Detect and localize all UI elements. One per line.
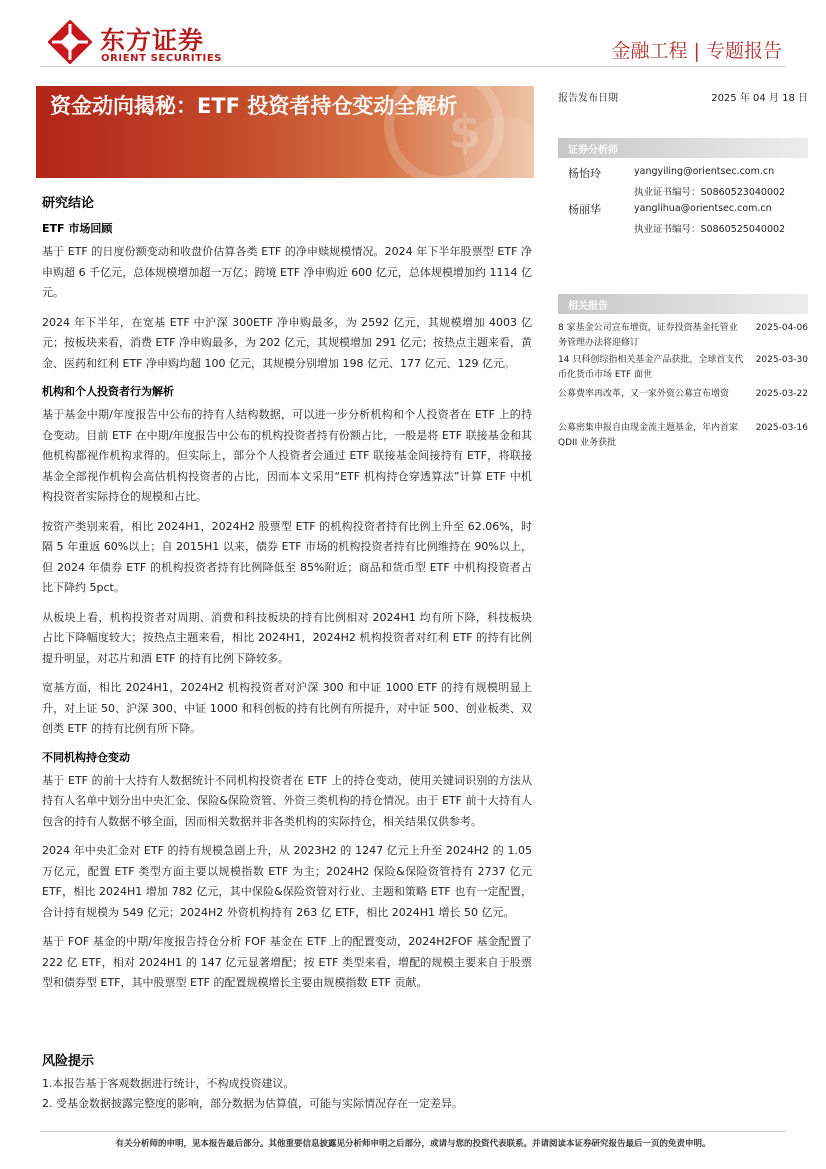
logo-mark-icon xyxy=(48,20,92,64)
related-report-item[interactable] xyxy=(558,387,808,402)
research-conclusions xyxy=(42,192,532,1003)
related-report-date: 2025-03-30 xyxy=(755,355,808,365)
report-category: 金融工程 | 专题报告 xyxy=(611,40,782,62)
related-report-title: 公募密集申报自由现金流主题基金，年内首家 QDII 业务获批 xyxy=(558,423,739,448)
analyst-license: 执业证书编号：S0860523040002 xyxy=(634,187,786,198)
related-report-date: 2025-03-16 xyxy=(755,423,808,433)
analysts-section-bar xyxy=(558,138,808,158)
subsection-title: 机构和个人投资者行为解析 xyxy=(42,385,174,398)
analysts-section-label: 证券分析师 xyxy=(568,145,618,156)
paragraph: 宽基方面，相比 2024H1，2024H2 机构投资者对沪深 300 和中证 1000 ETF 的持有规模明显上升，对上证 50、沪深 300、中证 1000 和科创板的持有比例有所提升，对中证 500、创业板类、双创类 ETF 的持有比例有所下降。 xyxy=(42,681,532,735)
analyst-name: 杨怡玲 xyxy=(568,167,601,180)
analyst-license: 执业证书编号：S0860525040002 xyxy=(634,224,786,235)
company-logo xyxy=(48,18,228,68)
report-date xyxy=(558,89,808,104)
header-divider xyxy=(40,66,786,67)
risk-item: 2. 受基金数据披露完整度的影响，部分数据为估算值，可能与实际情况存在一定差异。 xyxy=(42,1097,463,1110)
analyst-name: 杨丽华 xyxy=(568,203,601,216)
logo-name-en: ORIENT SECURITIES xyxy=(101,53,223,64)
related-report-title: 8 家基金公司宣布增资，证券投资基金托管业务管理办法将迎修订 xyxy=(558,323,738,348)
svg-text:$: $ xyxy=(449,105,482,159)
title-banner xyxy=(36,86,534,178)
paragraph: 基于 ETF 的前十大持有人数据统计不同机构投资者在 ETF 上的持仓变动，使用关键词识别的方法从持有人名单中划分出中央汇金、保险&保险资管、外资三类机构的持仓情况。由于 ETF 前十大持有人包含的持有人数据不够全面，因而相关数据并非各类机构的实际持仓，相关结果仅供参考。 xyxy=(42,773,532,828)
risk-heading: 风险提示 xyxy=(42,1054,95,1069)
related-report-title: 14 只科创综指相关基金产品获批，全球首支代币化货币市场 ETF 面世 xyxy=(558,355,744,380)
related-section-label: 相关报告 xyxy=(568,301,608,312)
paragraph: 按资产类别来看，相比 2024H1，2024H2 股票型 ETF 的机构投资者持有比例上升至 62.06%，时隔 5 年重返 60%以上；自 2015H1 以来，债券 ETF 市场的机构投资者持有比例维持在 90%以上，但 2024 年债券 ETF 的机构投资者持有比例降低至 85%附近；商品和货币型 ETF 中机构投资者占比下降约 5pct。 xyxy=(42,519,532,594)
analyst-email: yanglihua@orientsec.com.cn xyxy=(634,203,772,214)
related-report-title: 公募费率再改革，又一家外资公募宣布增资 xyxy=(558,389,730,399)
report-date-label: 报告发布日期 xyxy=(558,93,618,104)
subsection-title: 不同机构持仓变动 xyxy=(42,750,130,764)
risk-item: 1.本报告基于客观数据进行统计，不构成投资建议。 xyxy=(42,1077,295,1090)
related-section-bar xyxy=(558,294,808,314)
related-report-date: 2025-04-06 xyxy=(755,323,808,333)
logo-name-cn: 东方证券 xyxy=(100,26,205,55)
report-date-value: 2025 年 04 月 18 日 xyxy=(711,93,808,104)
paragraph: 2024 年中央汇金对 ETF 的持有规模急剧上升，从 2023H2 的 1247 亿元上升至 2024H2 的 1.05 万亿元，配置 ETF 类型方面主要以规模指数 ETF 为主；2024H2 保险&保险资管持有 2737 亿元 ETF，相比 2024H1 增加 782 亿元，其中保险&保险资管对行业、主题和策略 ETF 也有一定配置，合计持有规模为 549 亿元；2024H2 外资机构持有 263 亿 ETF，相比 2024H1 增长 50 亿元。 xyxy=(42,844,532,919)
paragraph: 基于 FOF 基金的中期/年度报告持仓分析 FOF 基金在 ETF 上的配置变动，2024H2FOF 基金配置了 222 亿 ETF，相对 2024H1 的 147 亿元显著增配；按 ETF 类型来看，增配的规模主要来自于股票型和债券型 ETF，其中股票型 ETF 的配置规模增长主要由规模指数 ETF 贡献。 xyxy=(42,935,532,989)
related-report-date: 2025-03-22 xyxy=(755,389,808,399)
analyst-email: yangyiling@orientsec.com.cn xyxy=(634,166,775,177)
section-heading: 研究结论 xyxy=(42,196,95,211)
related-report-item[interactable] xyxy=(558,421,808,451)
footer-divider xyxy=(40,1131,786,1132)
paragraph: 2024 年下半年，在宽基 ETF 中沪深 300ETF 净申购最多，为 2592 亿元，其规模增加 4003 亿元；按板块来看，消费 ETF 净申购最多，为 202 亿元，其规模增加 291 亿元；按热点主题来看，黄金、医药和红利 ETF 净申购均超 100 亿元，其规模分别增加 198 亿元、177 亿元、129 亿元。 xyxy=(42,315,532,370)
footer-disclaimer: 有关分析师的申明，见本报告最后部分。其他重要信息披露见分析师申明之后部分，或请与您的投资代表联系。并请阅读本证券研究报告最后一页的免责申明。 xyxy=(115,1139,711,1149)
related-report-item[interactable] xyxy=(558,353,808,383)
paragraph: 基于 ETF 的日度份额变动和收盘价估算各类 ETF 的净申赎规模情况。2024 年下半年股票型 ETF 净申购超 6 千亿元，总体规模增加超一万亿；跨境 ETF 净申购近 600 亿元，总体规模增加约 1114 亿元。 xyxy=(42,245,532,299)
paragraph: 从板块上看，机构投资者对周期、消费和科技板块的持有比例相对 2024H1 均有所下降，科技板块占比下降幅度较大；按热点主题来看，相比 2024H1，2024H2 机构投资者对红利 ETF 的持有比例提升明显，对芯片和酒 ETF 的持有比例下降较多。 xyxy=(42,610,532,665)
paragraph: 基于基金中期/年度报告中公布的持有人结构数据，可以进一步分析机构和个人投资者在 ETF 上的持仓变动。目前 ETF 在中期/年度报告中公布的机构投资者持有份额占比，一般是将 ETF 联接基金和其他机构都视作机构求得的。但实际上，部分个人投资者会通过 ETF 联接基金间接持有 ETF，将联接基金全部视作机构会高估机构投资者的占比，因而本文采用“ETF 机构持仓穿透算法”计算 ETF 中机构投资者实际持仓的规模和占比。 xyxy=(42,408,532,503)
related-report-item[interactable] xyxy=(558,321,808,351)
report-title: 资金动向揭秘：ETF 投资者持仓变动全解析 xyxy=(50,94,458,118)
subsection-title: ETF 市场回顾 xyxy=(42,222,113,235)
